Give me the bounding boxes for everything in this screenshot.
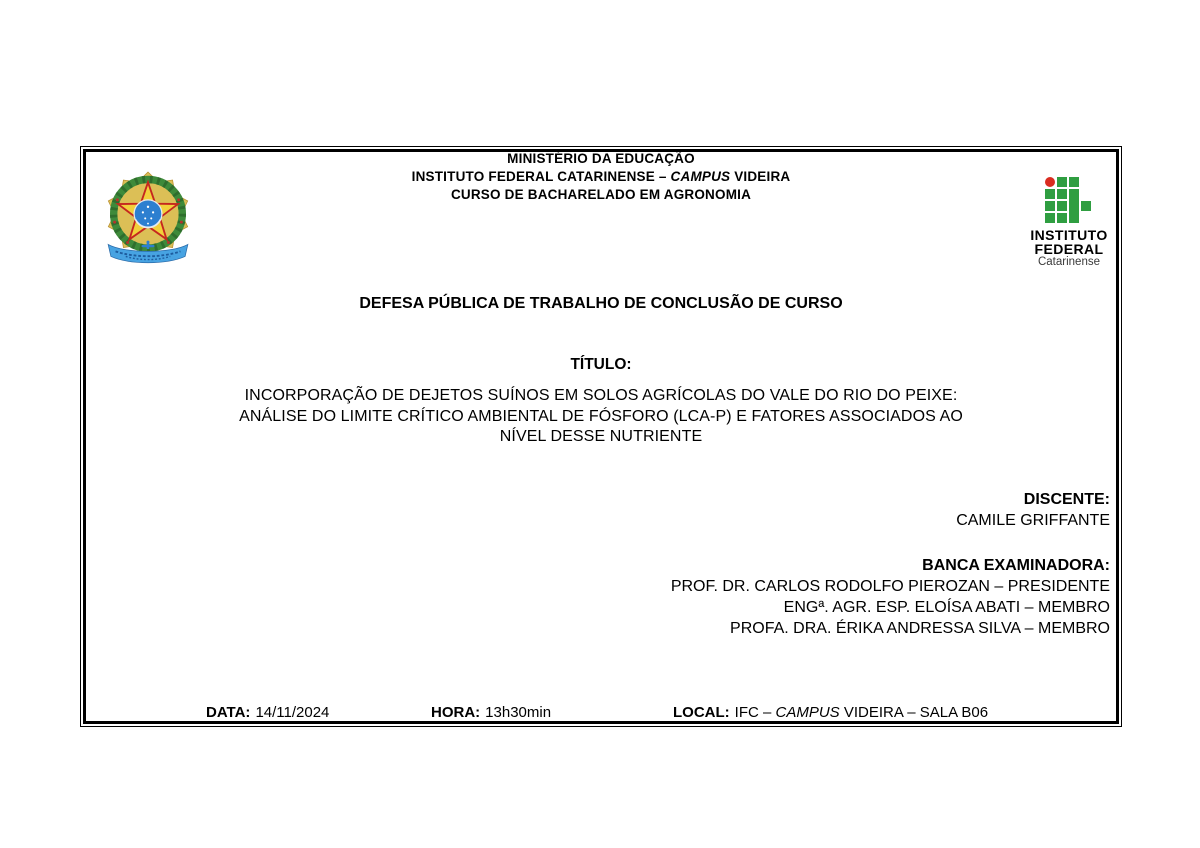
thesis-title [81,386,1121,448]
time-value: 13h30min [485,704,552,721]
student-section [956,489,1110,531]
thesis-title-line: ANÁLISE DO LIMITE CRÍTICO AMBIENTAL DE FÓSFORO (LCA-P) E FATORES ASSOCIADOS AO [239,407,963,425]
student-name: CAMILE GRIFFANTE [956,512,1110,529]
board-member: ENGª. AGR. ESP. ELOÍSA ABATI – MEMBRO [783,599,1110,616]
ifc-logo-text-catarinense: Catarinense [1037,256,1100,268]
board-member: PROF. DR. CARLOS RODOLFO PIEROZAN – PRESIDENTE [670,578,1110,595]
location-field [673,704,988,721]
date-label: DATA: [206,704,251,721]
thesis-title-line: INCORPORAÇÃO DE DEJETOS SUÍNOS EM SOLOS AGRÍCOLAS DO VALE DO RIO DO PEIXE: [244,387,958,404]
document-frame [80,146,1122,727]
board-label: BANCA EXAMINADORA: [922,557,1110,574]
time-label: HORA: [431,704,481,721]
location-label: LOCAL: [673,704,730,721]
header-ministry: MINISTÉRIO DA EDUCAÇÃO [507,151,695,166]
board-member: PROFA. DRA. ÉRIKA ANDRESSA SILVA – MEMBRO [730,620,1110,637]
student-label: DISCENTE: [1023,491,1110,508]
time-field [431,704,551,721]
date-value: 14/11/2024 [255,704,330,721]
date-field [206,704,329,721]
location-value: IFC – CAMPUS VIDEIRA – SALA B06 [734,704,989,721]
header-institute: INSTITUTO FEDERAL CATARINENSE – CAMPUS VIDEIRA [411,169,791,184]
institution-header [81,150,1121,204]
ifc-logo-text-instituto: INSTITUTO [1030,227,1108,243]
examination-board-section [671,555,1110,639]
header-course: CURSO DE BACHARELADO EM AGRONOMIA [450,187,752,202]
thesis-title-line: NÍVEL DESSE NUTRIENTE [499,428,703,445]
title-label: TÍTULO: [570,356,632,373]
document-heading: DEFESA PÚBLICA DE TRABALHO DE CONCLUSÃO DE CURSO [359,295,843,312]
ifc-logo-text-federal: FEDERAL [1034,241,1104,257]
